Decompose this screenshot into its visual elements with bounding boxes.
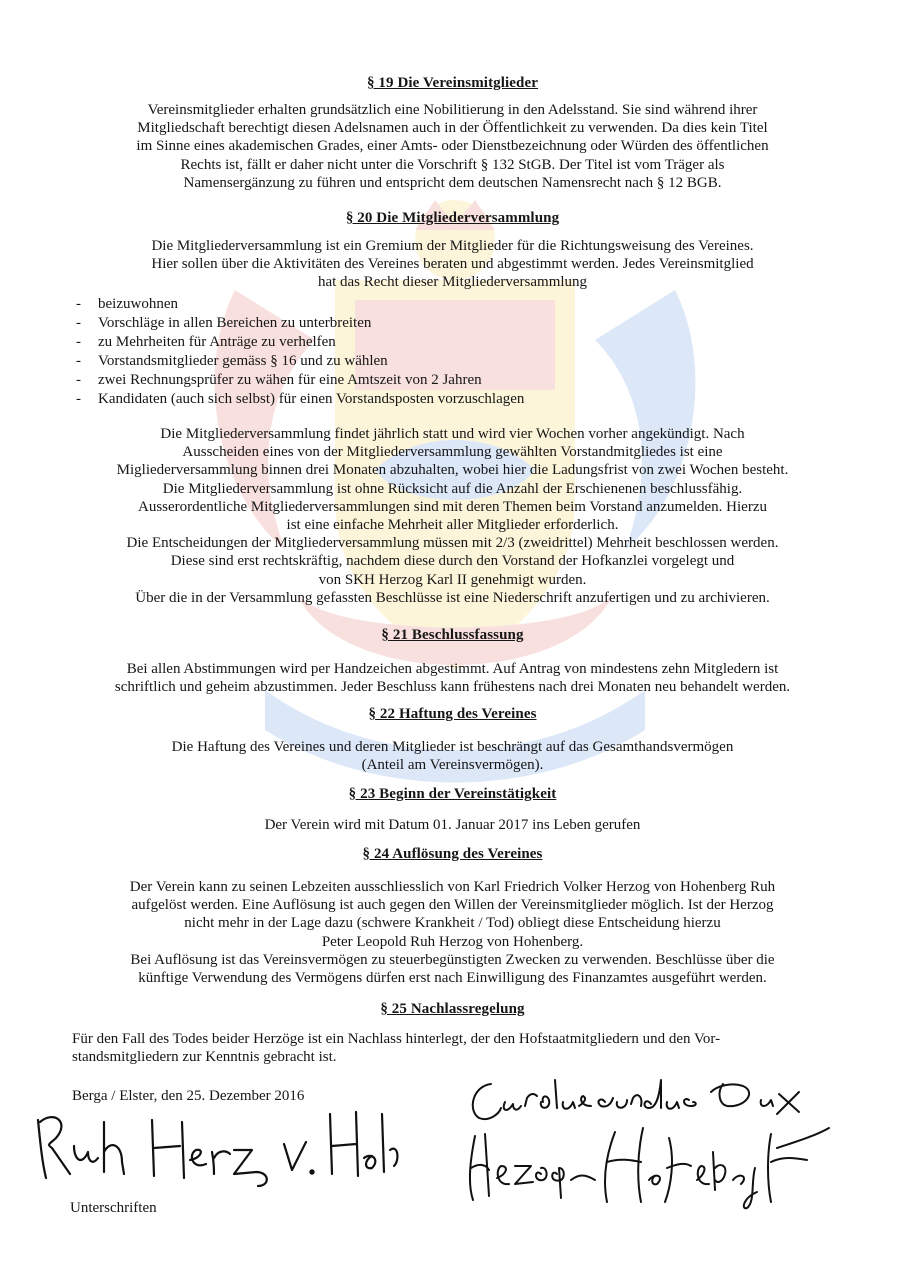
section-24-text [50, 878, 855, 987]
text-line: von SKH Herzog Karl II genehmigt wurden. [318, 571, 587, 588]
text-line: Die Mitgliederversammlung ist ein Gremium der Mitglieder für die Richtungsweisung des Vereines. [151, 238, 754, 254]
text-line: Ausscheiden eines von der Mitgliederversammlung gewählten Vorstandmitgliedes ist eine [182, 444, 723, 461]
text-line: (Anteil am Vereinsvermögen). [361, 757, 544, 774]
text-line: Die Haftung des Vereines und deren Mitglieder ist beschrängt auf das Gesamthandsvermögen [171, 739, 734, 755]
list-item: - zwei Rechnungsprüfer zu wähen für eine Amtszeit von 2 Jahren [76, 371, 524, 390]
text-line: Über die in der Versammlung gefassten Beschlüsse ist eine Niederschrift anzufertigen und zu archivieren. [135, 589, 770, 606]
list-item: - Vorstandsmitglieder gemäss § 16 und zu wählen [76, 352, 524, 371]
list-item: - beizuwohnen [76, 295, 524, 314]
section-19-text [60, 101, 845, 192]
text-line: im Sinne eines akademischen Grades, einer Amts- oder Dienstbezeichnung oder Würden des öffentlichen [136, 138, 769, 155]
text-line: künftige Verwendung des Vermögens dürfen erst nach Einwilligung des Finanzamtes ausgeführt werden. [138, 970, 767, 987]
signature-left [30, 1100, 400, 1190]
text-line: Vereinsmitglieder erhalten grundsätzlich eine Nobilitierung in den Adelsstand. Sie sind während ihrer [147, 102, 758, 118]
text-line: Migliederversammlung binnen drei Monaten abzuhalten, wobei hier die Ladungsfrist von zwei Wochen besteht. [116, 462, 789, 479]
text-line: Der Verein wird mit Datum 01. Januar 2017 ins Leben gerufen [264, 817, 641, 833]
section-24-heading: § 24 Auflösung des Vereines [362, 846, 543, 862]
text-line: Die Entscheidungen der Mitgliederversammlung müssen mit 2/3 (zweidrittel) Mehrheit beschlossen werden. [126, 535, 779, 552]
section-23-text [60, 816, 845, 834]
text-line: Ausserordentliche Mitgliederversammlungen sind mit deren Themen beim Vorstand anzumelden. Hierzu [137, 498, 767, 515]
list-item: - Kandidaten (auch sich selbst) für einen Vorstandsposten vorzuschlagen [76, 390, 524, 409]
section-20-rights-list [76, 295, 524, 409]
text-line: Bei Auflösung ist das Vereinsvermögen zu steuerbegünstigten Zwecken zu verwenden. Beschlüsse über die [130, 951, 775, 968]
text-line: Die Mitgliederversammlung findet jährlich statt und wird vier Wochen vorher angekündigt. Nach [160, 426, 745, 442]
text-line: Bei allen Abstimmungen wird per Handzeichen abgestimmt. Auf Antrag von mindestens zehn Mitgledern ist [126, 661, 779, 677]
signature-right [455, 1062, 835, 1212]
section-22-text [60, 738, 845, 774]
text-line: Der Verein kann zu seinen Lebzeiten ausschliesslich von Karl Friedrich Volker Herzog von Hohenberg Ruh [129, 879, 776, 895]
text-line: hat das Recht dieser Mitgliederversammlung [317, 274, 588, 291]
text-line: Namensergänzung zu führen und entspricht dem deutschen Namensrecht nach § 12 BGB. [183, 174, 722, 191]
text-line: standsmitgliedern zur Kenntnis gebracht ist. [72, 1049, 337, 1066]
text-line: Rechts ist, fällt er daher nicht unter die Vorschrift § 132 StGB. Der Titel ist vom Träger als [180, 156, 725, 173]
section-20-heading: § 20 Die Mitgliederversammlung [345, 210, 560, 226]
section-22-heading: § 22 Haftung des Vereines [368, 706, 537, 722]
section-25-text [72, 1030, 852, 1066]
signatures-label: Unterschriften [70, 1200, 157, 1216]
text-line: Hier sollen über die Aktivitäten des Vereines beraten und abgestimmt werden. Jedes Vereinsmitglied [151, 256, 754, 273]
list-item: - Vorschläge in allen Bereichen zu unterbreiten [76, 314, 524, 333]
text-line: schriftlich und geheim abzustimmen. Jeder Beschluss kann frühestens nach drei Monaten neu behandelt werden. [114, 679, 791, 696]
list-item: - zu Mehrheiten für Anträge zu verhelfen [76, 333, 524, 352]
text-line: Die Mitgliederversammlung ist ohne Rücksicht auf die Anzahl der Erschienenen beschlussfähig. [162, 480, 743, 497]
text-line: aufgelöst werden. Eine Auflösung ist auch gegen den Willen der Vereinsmitglieder möglich. Ist der Herzog [131, 897, 774, 914]
section-21-text [50, 660, 855, 696]
section-25-heading: § 25 Nachlassregelung [380, 1001, 525, 1017]
section-20-body [60, 425, 845, 607]
text-line: Diese sind erst rechtskräftig, nachdem diese durch den Vorstand der Hofkanzlei vorgelegt und [170, 553, 735, 570]
text-line: nicht mehr in der Lage dazu (schwere Krankheit / Tod) obliegt diese Entscheidung hierzu [184, 915, 721, 932]
section-21-heading: § 21 Beschlussfassung [381, 627, 524, 643]
text-line: ist eine einfache Mehrheit aller Mitglieder erforderlich. [286, 517, 619, 534]
text-line: Peter Leopold Ruh Herzog von Hohenberg. [321, 933, 584, 950]
place-and-date: Berga / Elster, den 25. Dezember 2016 [72, 1088, 305, 1104]
text-line: Für den Fall des Todes beider Herzöge ist ein Nachlass hinterlegt, der den Hofstaatmitgliedern und den Vor- [72, 1031, 721, 1047]
section-20-intro [60, 237, 845, 292]
section-19-heading: § 19 Die Vereinsmitglieder [366, 75, 539, 91]
section-23-heading: § 23 Beginn der Vereinstätigkeit [348, 786, 557, 802]
text-line: Mitgliedschaft berechtigt diesen Adelsnamen auch in der Öffentlichkeit zu verwenden. Da dies kein Titel [137, 120, 768, 137]
